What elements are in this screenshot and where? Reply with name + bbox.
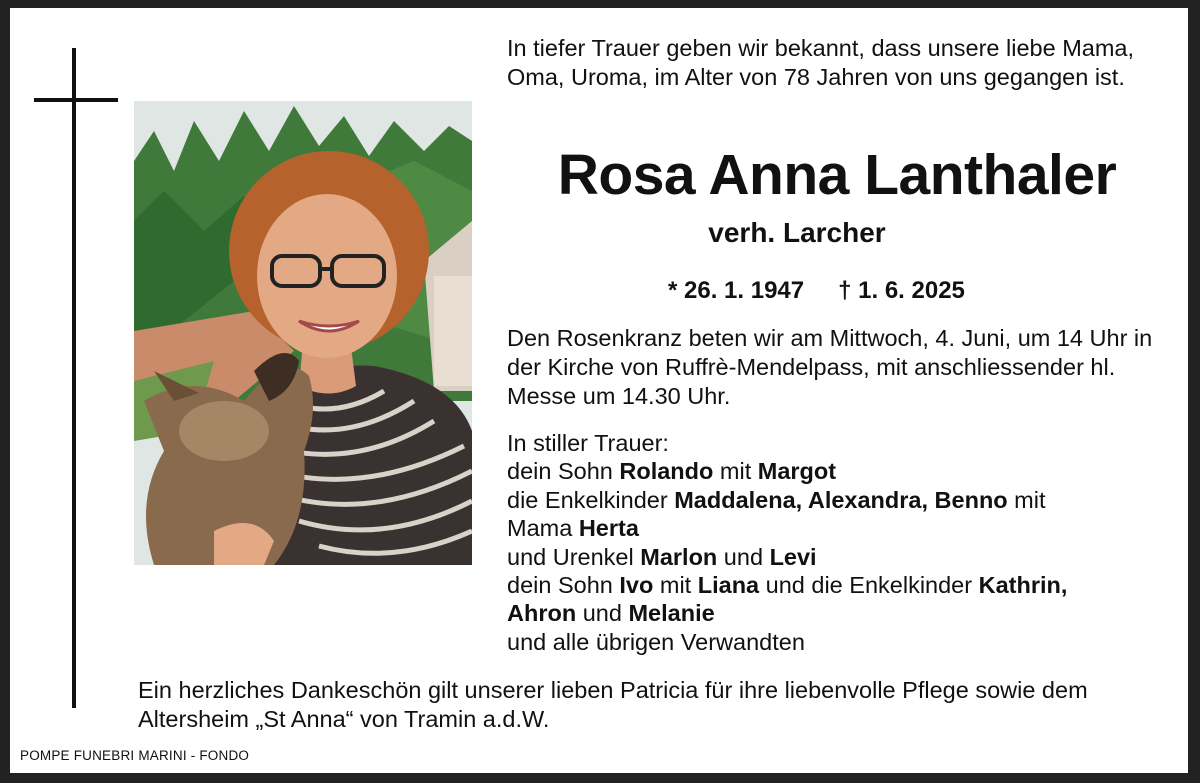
- birth-date: * 26. 1. 1947: [668, 277, 805, 304]
- cross-icon: [72, 48, 76, 708]
- deceased-name: Rosa Anna Lanthaler: [557, 143, 1117, 207]
- mourner-line: und Urenkel Marlon und Levi: [507, 543, 817, 570]
- married-name: verh. Larcher: [708, 217, 886, 248]
- mourner-line: Mama Herta: [507, 515, 639, 542]
- intro-text: In tiefer Trauer geben wir bekannt, dass unsere liebe Mama, Oma, Uroma, im Alter von 78 Jahren von uns gegangen ist.: [507, 35, 1135, 90]
- death-date: † 1. 6. 2025: [838, 277, 965, 304]
- mourner-line: dein Sohn Rolando mit Margot: [507, 458, 837, 485]
- life-dates: [668, 276, 965, 306]
- mourners-list: [507, 429, 1177, 656]
- obituary-notice: [10, 8, 1188, 773]
- mourner-line: und alle übrigen Verwandten: [507, 628, 805, 655]
- cross-icon-bar: [34, 98, 118, 102]
- mourner-line: Ahron und Melanie: [507, 600, 715, 627]
- mourner-line: dein Sohn Ivo mit Liana und die Enkelkinder Kathrin,: [507, 572, 1068, 599]
- mourners-heading: In stiller Trauer:: [507, 430, 669, 456]
- portrait-photo: [134, 101, 472, 565]
- rosary-announcement: Den Rosenkranz beten wir am Mittwoch, 4. Juni, um 14 Uhr in der Kirche von Ruffrè-Mendelpass, mit anschliessender hl. Messe um 14.30 Uhr.: [507, 325, 1153, 409]
- funeral-home: POMPE FUNEBRI MARINI - FONDO: [20, 748, 250, 763]
- mourner-line: die Enkelkinder Maddalena, Alexandra, Benno mit: [507, 486, 1046, 513]
- thanks-text: Ein herzliches Dankeschön gilt unserer lieben Patricia für ihre liebenvolle Pflege sowie dem Altersheim „St Anna“ von Tramin a.d.W.: [138, 677, 1088, 732]
